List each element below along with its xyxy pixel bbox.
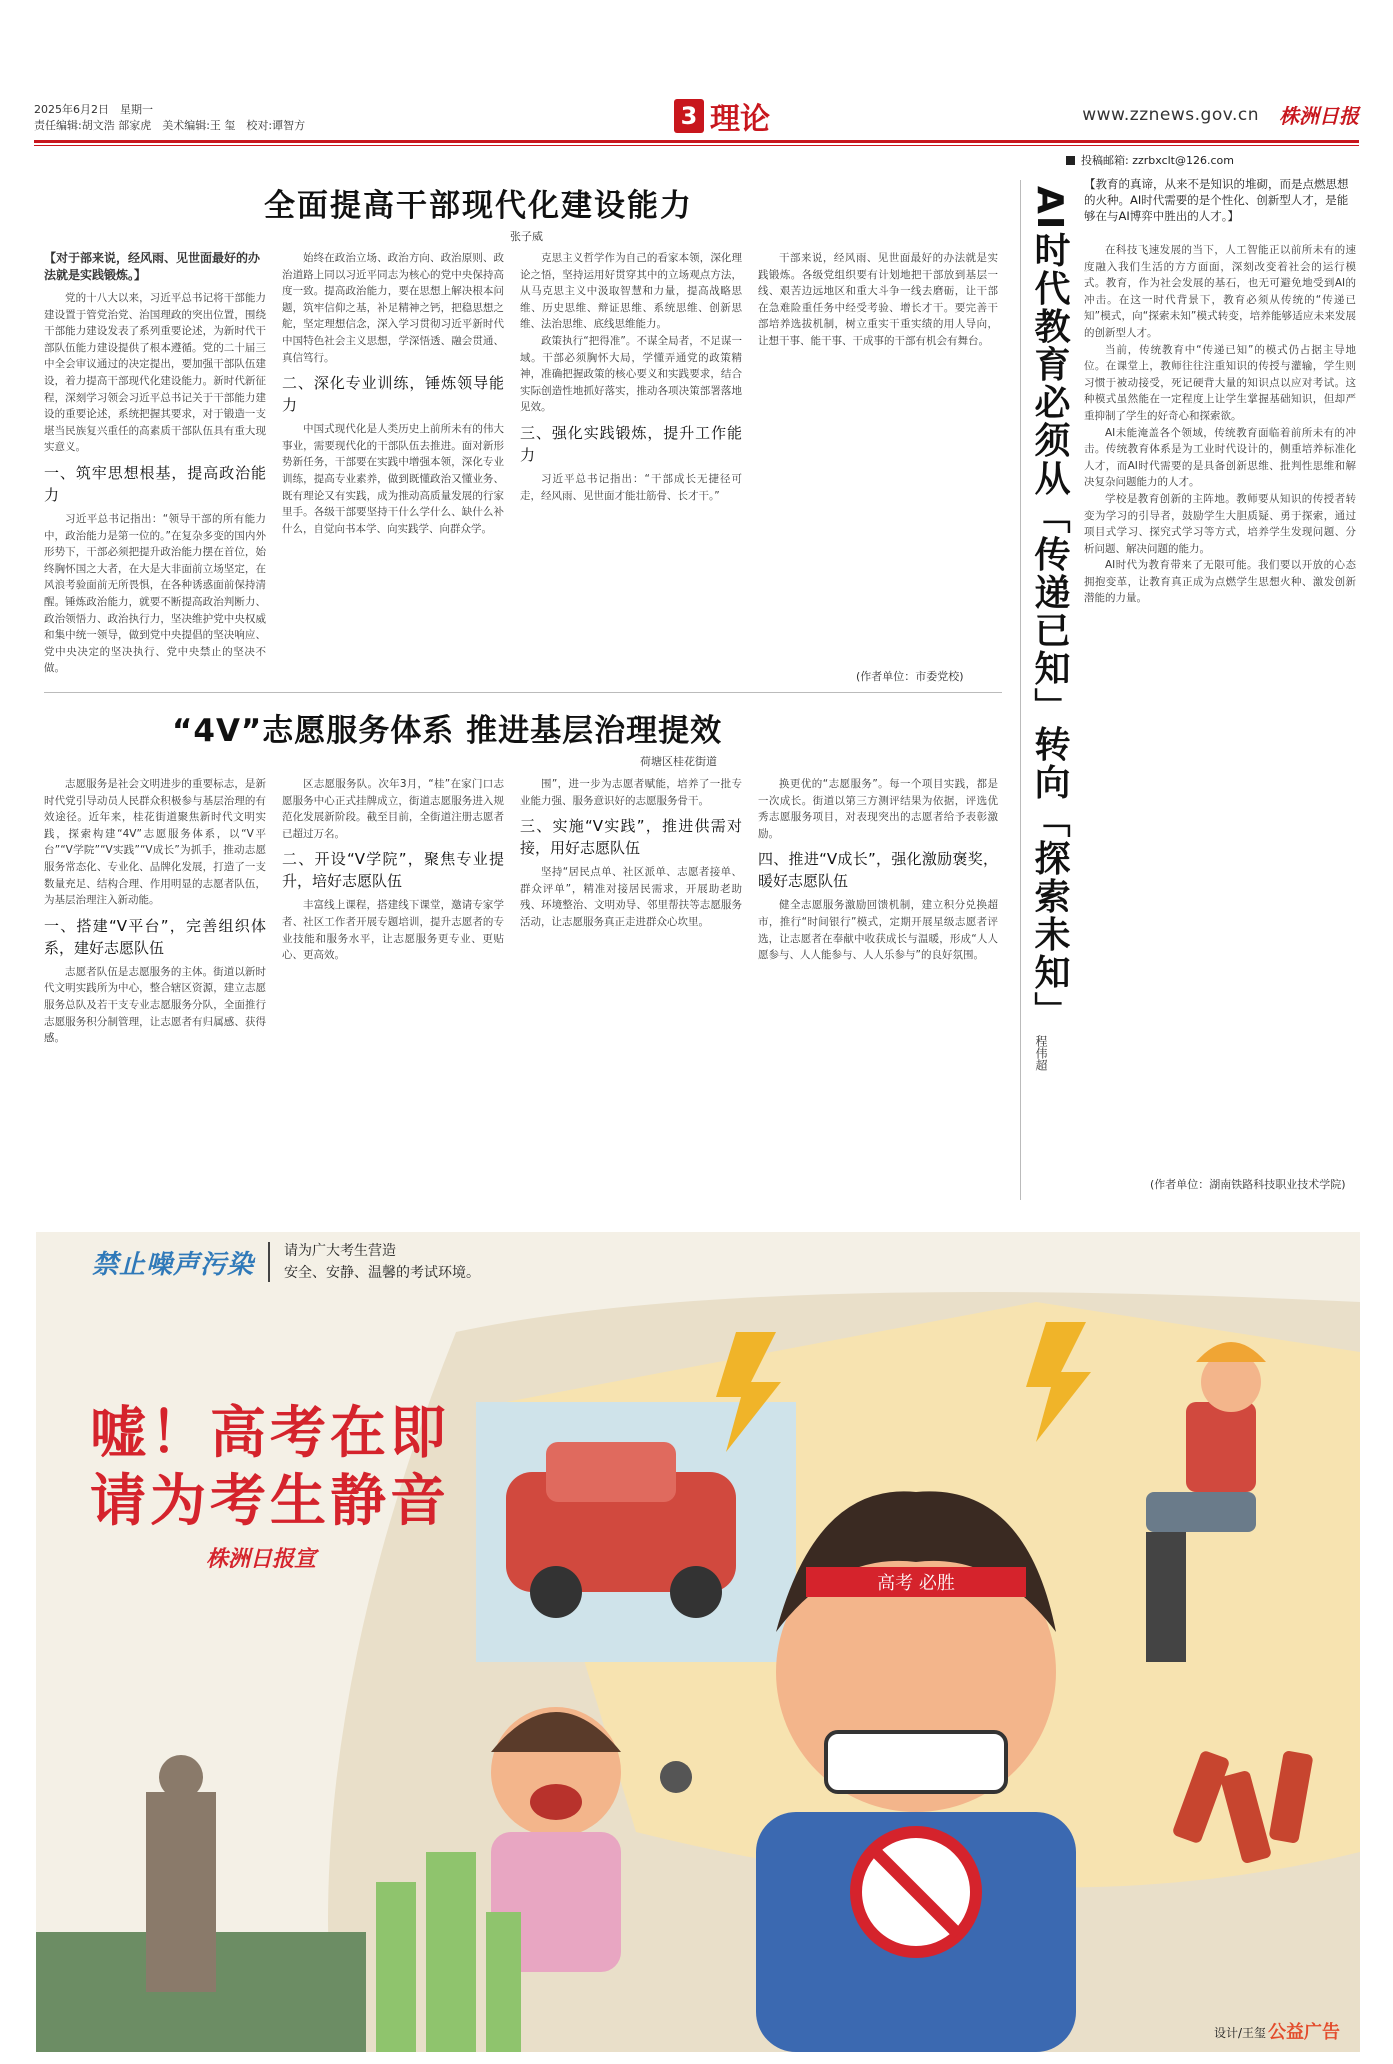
article2-column-2 [282,776,504,1188]
paragraph: 政策执行“把得准”。不谋全局者，不足谋一域。干部必须胸怀大局，学懂弄通党的政策精神，准确把握政策的核心要义和实践要求，结合实际创造性地抓好落实，推动各项决策部署落地见效。 [520,334,742,414]
header-right [1082,100,1359,129]
article3-pullquote: 【教育的真谛，从来不是知识的堆砌，而是点燃思想的火种。AI时代需要的是个性化、创新型人才，是能够在与AI博弈中胜出的人才。】 [1084,177,1349,223]
subheading: 二、深化专业训练，锤炼领导能力 [282,374,504,415]
microphone-icon [660,1761,692,1793]
ad-tag: 禁止噪声污染 [92,1249,255,1280]
date-line: 2025年6月2日 星期一 [34,103,153,116]
ad-divider [268,1242,270,1282]
article3-body [1084,242,1356,1172]
paragraph: 坚持“居民点单、社区派单、志愿者接单、群众评单”，精准对接居民需求，开展助老助残、环境整治、文明劝导、邻里帮扶等志愿服务活动，让志愿服务真正走进群众心坎里。 [520,866,742,928]
site-url[interactable]: www.zznews.gov.cn [1082,104,1259,125]
submission-email[interactable] [1066,152,1234,168]
ad-banner [92,1240,480,1284]
paragraph: 当前，传统教育中“传递已知”的模式仍占据主导地位。在课堂上，教师往往注重知识的传授与灌输，学生则习惯于被动接受，死记硬背大量的知识点以应对考试。这种模式虽然能在一定程度上让学生掌握基础知识，但却严重抑制了学生的好奇心和探索欲。 [1084,343,1356,422]
article1-title: 全面提高干部现代化建设能力 [264,188,693,224]
header-rule-thin [34,145,1359,146]
paragraph: 习近平总书记指出：“领导干部的所有能力中，政治能力是第一位的。”在复杂多变的国内外形势下，干部必须把提升政治能力摆在首位，始终胸怀国之大者，在大是大非面前立场坚定，在风浪考验面前无所畏惧，在各种诱惑面前保持清醒。锤炼政治能力，就要不断提高政治判断力、政治领悟力、政治执行力，坚决维护党中央权威和集中统一领导，做到党中央提倡的坚决响应、党中央决定的坚决执行、党中央禁止的坚决不做。 [44,512,266,675]
paragraph: 志愿者队伍是志愿服务的主体。街道以新时代文明实践所为中心，整合辖区资源，建立志愿服务总队及若干支专业志愿服务分队，全面推行志愿服务积分制管理，让志愿者有归属感、获得感。 [44,965,266,1045]
subheading: 三、实施“V实践”，推进供需对接，用好志愿队伍 [520,817,742,858]
paragraph: 在科技飞速发展的当下，人工智能正以前所未有的速度融入我们生活的方方面面，深刻改变着社会的运行模式。教育，作为社会发展的基石，也无可避免地受到AI的冲击。在这一时代背景下，教育必须从传统的“传递已知”模式，向“探索未知”模式转变，培养能够适应未来发展的创新型人才。 [1084,244,1356,339]
article2-column-3 [520,776,742,1188]
ad-subline [284,1240,480,1284]
subheading: 一、筑牢思想根基，提高政治能力 [44,463,266,504]
article2-title: “4V”志愿服务体系 推进基层治理提效 [172,713,723,749]
article-divider [44,692,1002,693]
ad-subline-2: 安全、安静、温馨的考试环境。 [284,1265,481,1281]
section-header [674,96,770,136]
subheading: 一、搭建“V平台”，完善组织体系，建好志愿队伍 [44,916,266,957]
article2-column-1 [44,776,266,1188]
paragraph: 健全志愿服务激励回馈机制，建立积分兑换超市，推行“时间银行”模式，定期开展星级志愿者评选，让志愿者在奉献中收获成长与温暖，形成“人人愿参与、人人能参与、人人乐参与”的良好氛围。 [758,899,998,962]
header-rule [34,140,1359,143]
paragraph: 习近平总书记指出：“干部成长无捷径可走，经风雨、见世面才能壮筋骨、长才干。” [520,472,742,502]
ad-seal: 株洲日报宣 [206,1546,317,1572]
paragraph: 始终在政治立场、政治方向、政治原则、政治道路上同以习近平同志为核心的党中央保持高度一致。提高政治能力，要在思想上解决根本问题，筑牢信仰之基，补足精神之钙，把稳思想之舵，坚定理想信念，深入学习贯彻习近平新时代中国特色社会主义思想，学深悟透、融会贯通、真信笃行。 [282,252,504,364]
paragraph: AI未能淹盖各个领域，传统教育面临着前所未有的冲击。传统教育体系是为工业时代设计的，侧重培养标准化人才，而AI时代需要的是具备创新思维、批判性思维和解决复杂问题能力的人才。 [1084,426,1356,489]
ad-subline-1: 请为广大考生营造 [284,1243,397,1259]
public-service-ad [36,1232,1360,2052]
article1-signature: (作者单位：市委党校) [856,670,964,683]
paragraph: 丰富线上课程，搭建线下课堂，邀请专家学者、社区工作者开展专题培训，提升志愿者的专业技能和服务水平，让志愿服务更专业、更贴心、更高效。 [282,899,504,962]
ad-credit: 设计/王玺 [1213,2026,1266,2040]
paragraph: 克思主义哲学作为自己的看家本领，深化理论之悟，坚持运用好贯穿其中的立场观点方法，从马克思主义中汲取智慧和力量，提高战略思维、历史思维、辩证思维、系统思维、创新思维、法治思维、底线思维能力。 [520,252,742,331]
article3-signature: (作者单位：湖南铁路科技职业技术学院) [1150,1178,1346,1191]
ad-headline [90,1400,450,1536]
subheading: 四、推进“V成长”，强化激励褒奖，暖好志愿队伍 [758,850,998,891]
masthead-logo: 株洲日报 [1279,104,1359,128]
ad-headline-1: 嘘！高考在即 [90,1401,450,1466]
statue-landscape [36,1755,366,2052]
ad-headline-2: 请为考生静音 [90,1469,450,1534]
paragraph: 学校是教育创新的主阵地。教师要从知识的传授者转变为学习的引导者，鼓励学生大胆质疑、勇于探索，通过项目式学习、探究式学习等方式，培养学生发现问题、分析问题、解决问题的能力。 [1084,492,1356,555]
article2-author: 荷塘区桂花街道 [640,755,717,768]
psa-logo: 公益广告 [1268,2022,1340,2043]
page-header [34,96,1359,140]
article1-column-1 [44,290,266,680]
article1-lead: 【 对于部来说，经风雨、见世面最好的办法就是实践锻炼。】 [44,250,266,284]
headband-text: 高考 必胜 [877,1573,955,1594]
paragraph: 党的十八大以来，习近平总书记将干部能力建设置于管党治党、治国理政的突出位置，围绕干部能力建设发表了系列重要论述，为新时代干部队伍能力建设提供了根本遵循。党的二十届三中全会审议通过的决定提出，要加强干部队伍建设，着力提高干部现代化建设能力。新时代新征程，深刻学习领会习近平总书记关于干部能力建设的重要论述，系统把握其要求，对于锻造一支堪当民族复兴重任的高素质干部队伍具有重大现实意义。 [44,292,266,454]
paragraph: 围”，进一步为志愿者赋能，培养了一批专业能力强、服务意识好的志愿服务骨干。 [520,778,742,807]
article1-column-4 [758,250,998,660]
paragraph: 干部来说，经风雨、见世面最好的办法就是实践锻炼。各级党组织要有计划地把干部放到基层一线、艰苦边远地区和重大斗争一线去磨砺，让干部在急难险重任务中经受考验、增长才干。要完善干部培养选拔机制，树立重实干重实绩的用人导向，让想干事、能干事、干成事的干部有机会有舞台。 [758,252,998,347]
article3-author: 程伟超 [1034,1035,1048,1071]
paragraph: 区志愿服务队。次年3月，“桂”在家门口志愿服务中心正式挂牌成立，街道志愿服务进入规范化发展新阶段。截至目前，全街道注册志愿者已超过万名。 [282,778,504,840]
section-name: 理论 [710,102,770,137]
column-divider [1020,180,1021,1200]
page-number: 3 [674,99,704,133]
square-bullet-icon [1066,156,1075,165]
article3-title: AI时代教育必须从「传递已知」转向「探索未知」 [1029,186,1070,1030]
editors-line: 责任编辑:胡文浩 部家虎 美术编辑:王 玺 校对:谭智方 [34,119,306,132]
paragraph: 换更优的“志愿服务”。每一个项目实践，都是一次成长。街道以第三方测评结果为依据，评选优秀志愿服务项目，对表现突出的志愿者给予表彰激励。 [758,778,998,840]
email-text: 投稿邮箱: zzrbxclt@126.com [1081,154,1234,167]
paragraph: 志愿服务是社会文明进步的重要标志，是新时代党引导动员人民群众积极参与基层治理的有效途径。近年来，桂花街道聚焦新时代文明实践，探索构建“4V”志愿服务体系，以“V平台”“V学院”“V实践”“V成长”为抓手，推动志愿服务常态化、专业化、品牌化发展，打造了一支数量充足、结构合理、作用明显的志愿者队伍，为基层治理注入新动能。 [44,778,266,907]
subheading: 三、强化实践锻炼，提升工作能力 [520,423,742,464]
article1-author: 张子威 [510,230,543,243]
paragraph: AI时代为教育带来了无限可能。我们要以开放的心态拥抱变革，让教育真正成为点燃学生思想火种、激发创新潜能的力量。 [1084,559,1356,605]
paragraph: 中国式现代化是人类历史上前所未有的伟大事业，需要现代化的干部队伍去推进。面对新形势新任务，干部要在实践中增强本领，深化专业训练，提高专业素养，做到既懂政治又懂业务、既有理论又有实践，成为推动高质量发展的行家里手。各级干部要坚持干什么学什么、缺什么补什么，自觉向书本学、向实践学、向群众学。 [282,423,504,535]
header-meta [34,102,305,134]
subheading: 二、开设“V学院”，聚焦专业提升，培好志愿队伍 [282,850,504,891]
article1-column-3 [520,250,742,680]
article1-column-2 [282,250,504,680]
article2-column-4 [758,776,998,1188]
ad-illustration [36,1232,1360,2052]
